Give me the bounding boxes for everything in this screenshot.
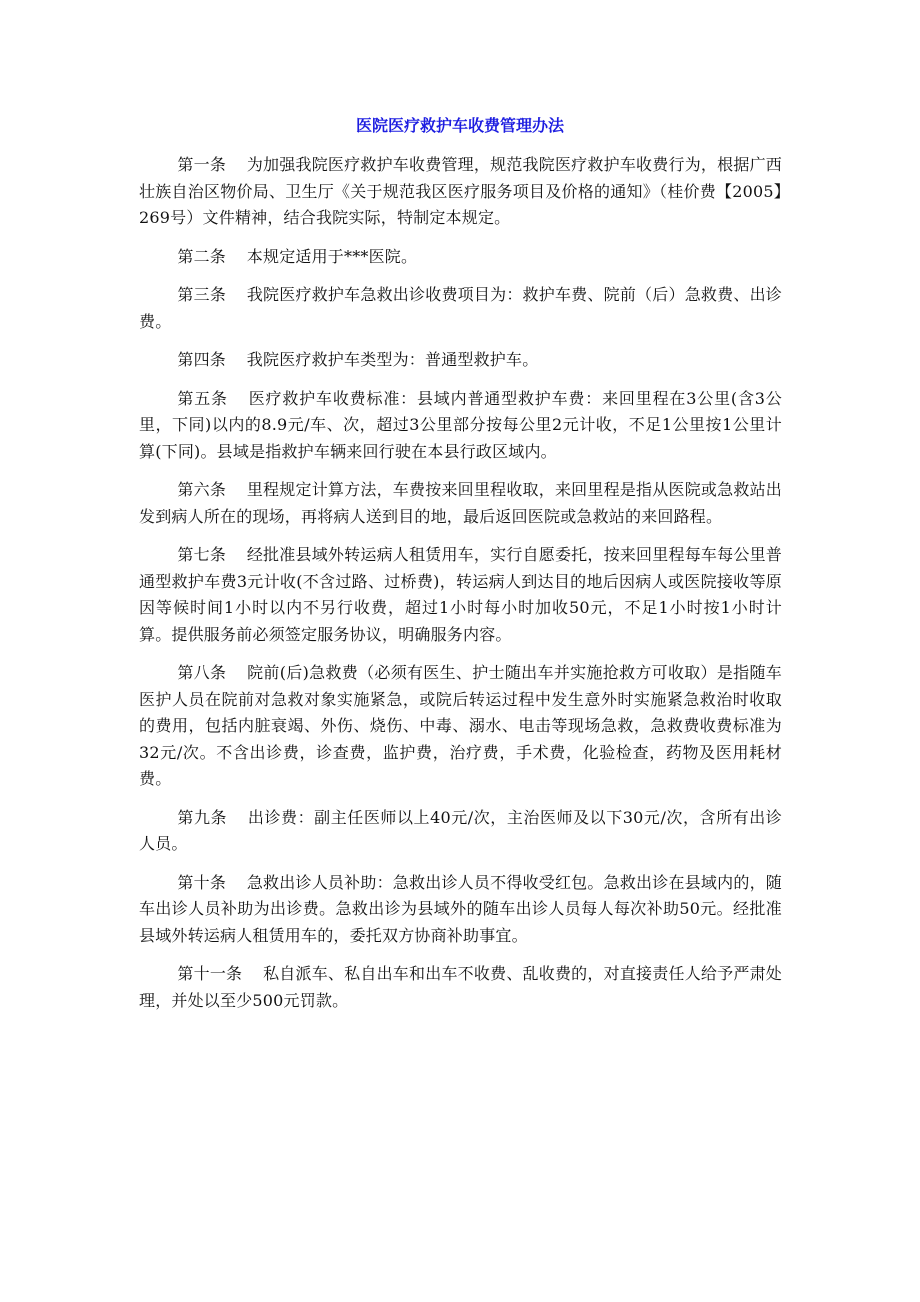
article-label: 第九条 <box>177 807 228 827</box>
article-label: 第五条 <box>177 388 228 408</box>
article-text: 急救出诊人员补助：急救出诊人员不得收受红包。急救出诊在县域内的，随车出诊人员补助为出诊费。急救出诊为县域外的随车出诊人员每人每次补助50元。经批准县域外转运病人租赁用车的，委托双方协商补助事宜。 <box>139 872 782 945</box>
article-10 <box>139 870 782 950</box>
article-label: 第二条 <box>177 246 226 266</box>
article-11 <box>139 961 782 1014</box>
document-title: 医院医疗救护车收费管理办法 <box>355 116 564 135</box>
article-label: 第一条 <box>177 155 227 174</box>
article-label: 第六条 <box>177 480 227 499</box>
article-9 <box>139 805 782 858</box>
article-text: 医疗救护车收费标准：县域内普通型救护车费：来回里程在3公里(含3公里，下同)以内的8.9元/车、次，超过3公里部分按每公里2元计收，不足1公里按1公里计算(下同)。县域是指救护车辆来回行驶在本县行政区域内。 <box>139 388 783 461</box>
article-2 <box>139 244 782 271</box>
article-8 <box>139 660 782 793</box>
article-label: 第十一条 <box>177 964 243 983</box>
article-text: 本规定适用于***医院。 <box>246 246 418 266</box>
article-1 <box>139 152 782 232</box>
article-label: 第七条 <box>177 545 227 564</box>
article-label: 第四条 <box>177 350 226 369</box>
article-6 <box>139 477 782 530</box>
article-text: 我院医疗救护车类型为：普通型救护车。 <box>246 350 539 369</box>
article-text: 私自派车、私自出车和出车不收费、乱收费的，对直接责任人给予严肃处理，并处以至少500元罚款。 <box>139 964 782 1010</box>
article-label: 第八条 <box>177 663 227 682</box>
article-text: 出诊费：副主任医师以上40元/次，主治医师及以下30元/次，含所有出诊人员。 <box>139 807 782 853</box>
article-label: 第十条 <box>177 872 227 892</box>
article-3 <box>139 282 782 335</box>
article-5 <box>139 386 782 466</box>
article-label: 第三条 <box>177 285 227 304</box>
article-text: 里程规定计算方法，车费按来回里程收取，来回里程是指从医院或急救站出发到病人所在的现场，再将病人送到目的地，最后返回医院或急救站的来回路程。 <box>139 480 782 526</box>
article-7 <box>139 542 782 648</box>
article-4 <box>139 347 782 374</box>
document-body <box>139 152 782 1026</box>
article-text: 经批准县域外转运病人租赁用车，实行自愿委托，按来回里程每车每公里普通型救护车费3元计收(不含过路、过桥费)，转运病人到达目的地后因病人或医院接收等原因等候时间1小时以内不另行收费，超过1小时每小时加收50元，不足1小时按1小时计算。提供服务前必须签定服务协议，明确服务内容。 <box>139 545 782 644</box>
article-text: 院前(后)急救费（必须有医生、护士随出车并实施抢救方可收取）是指随车医护人员在院前对急救对象实施紧急，或院后转运过程中发生意外时实施紧急救治时收取的费用，包括内脏衰竭、外伤、烧伤、中毒、溺水、电击等现场急救，急救费收费标准为32元/次。不含出诊费，诊查费，监护费，治疗费，手术费，化验检查，药物及医用耗材费。 <box>139 663 782 788</box>
article-text: 为加强我院医疗救护车收费管理，规范我院医疗救护车收费行为，根据广西壮族自治区物价局、卫生厅《关于规范我区医疗服务项目及价格的通知》（桂价费【2005】269号）文件精神，结合我院实际，特制定本规定。 <box>139 155 782 227</box>
article-text: 我院医疗救护车急救出诊收费项目为：救护车费、院前（后）急救费、出诊费。 <box>139 285 782 331</box>
